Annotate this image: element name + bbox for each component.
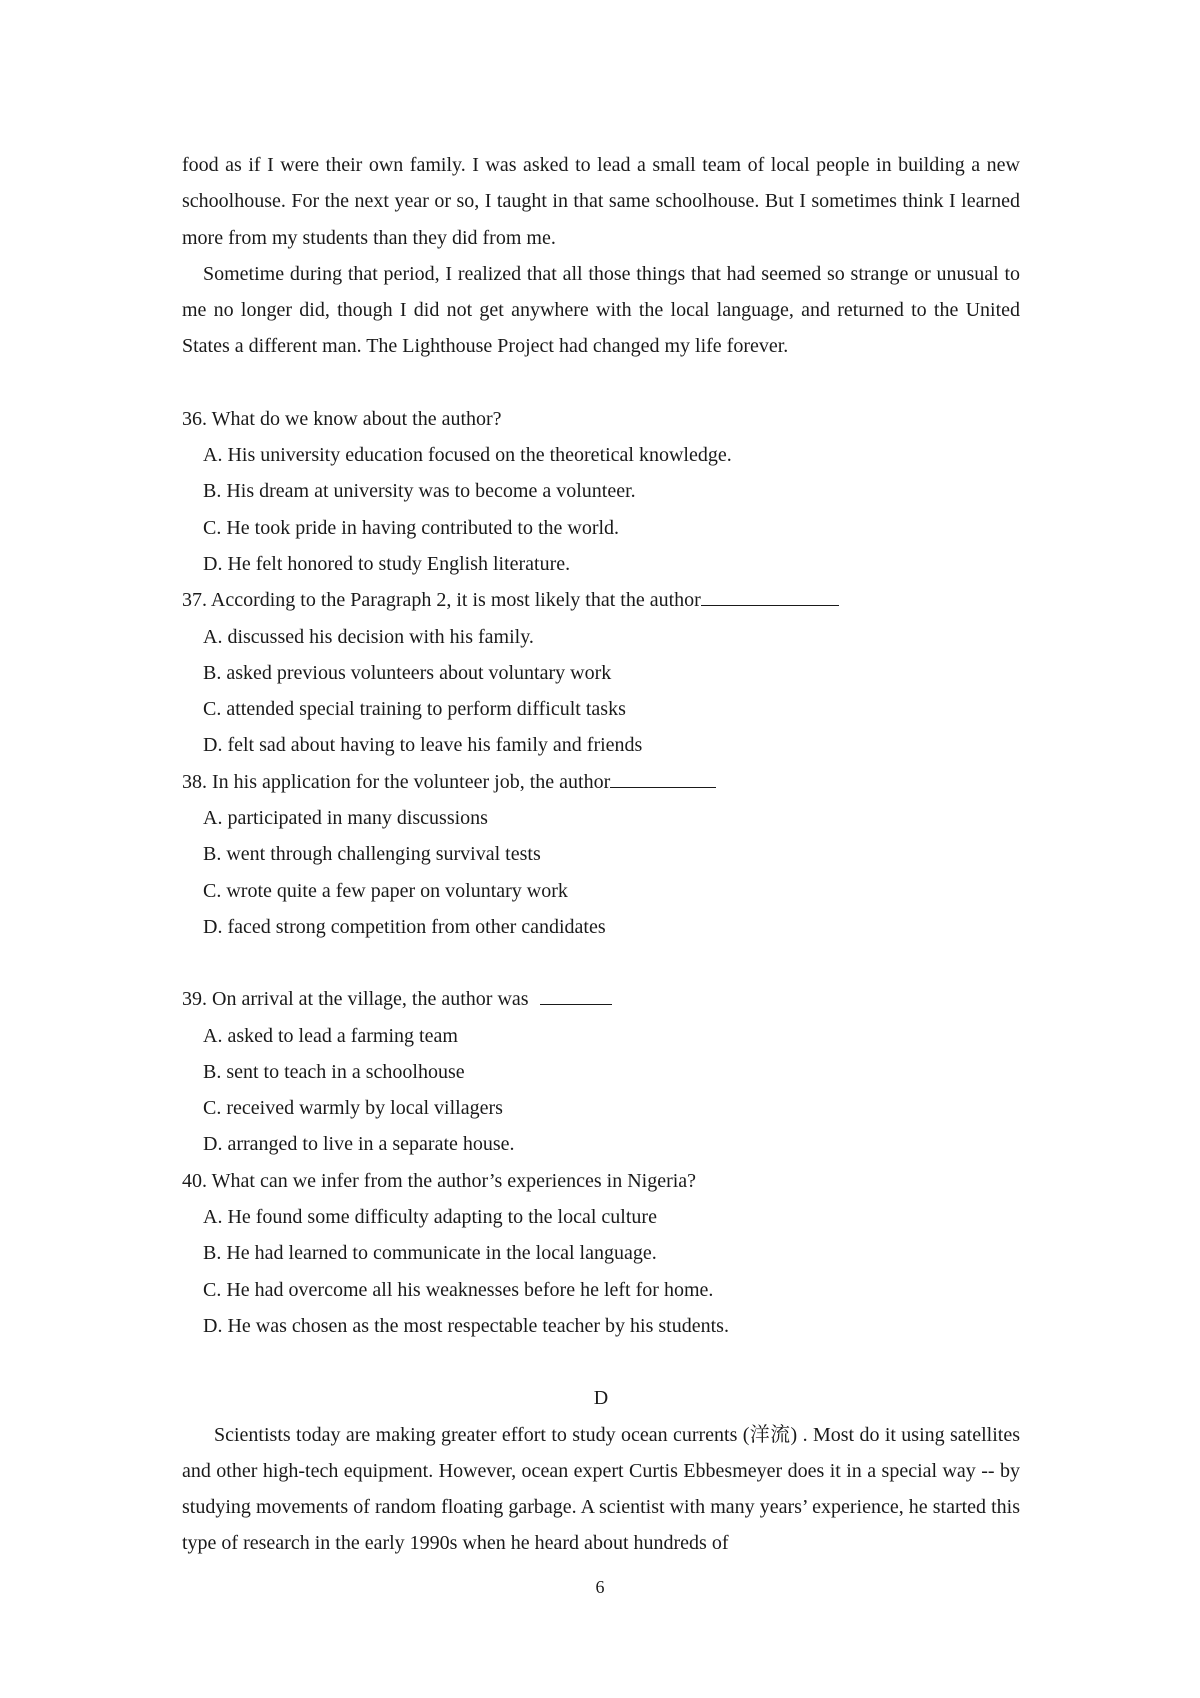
option-c: C. attended special training to perform difficult tasks (203, 698, 626, 721)
question-38 (182, 764, 1020, 945)
answer-blank (610, 767, 716, 788)
option-d: D. faced strong competition from other candidates (203, 915, 606, 938)
option-c: C. He had overcome all his weaknesses before he left for home. (203, 1278, 714, 1301)
option-d: D. arranged to live in a separate house. (203, 1133, 515, 1156)
option-d: D. felt sad about having to leave his family and friends (203, 734, 643, 757)
option-c: C. He took pride in having contributed to the world. (203, 516, 620, 539)
passage-d-paragraph-1: Scientists today are making greater effort to study ocean currents (洋流) . Most do it using satellites and other high-tech equipment. However, ocean expert Curtis Ebbesmeyer does it in a special way -- by studying movements of random floating garbage. A scientist with many years’ experience, he started this type of research in the early 1990s when he heard about hundreds of (182, 1423, 1020, 1555)
question-40 (182, 1163, 1020, 1344)
question-stem: 37. According to the Paragraph 2, it is most likely that the author (182, 589, 701, 612)
question-stem-line (182, 764, 1020, 800)
question-stem-line (182, 981, 1020, 1017)
option-a: A. He found some difficulty adapting to the local culture (203, 1206, 657, 1229)
question-36 (182, 401, 1020, 582)
question-stem: 39. On arrival at the village, the author was (182, 988, 534, 1011)
option-d: D. He was chosen as the most respectable teacher by his students. (203, 1314, 729, 1337)
option-b: B. He had learned to communicate in the local language. (203, 1242, 657, 1265)
option-b: B. sent to teach in a schoolhouse (203, 1060, 465, 1083)
question-37 (182, 582, 1020, 763)
question-stem: 38. In his application for the volunteer job, the author (182, 770, 611, 793)
option-a: A. participated in many discussions (203, 807, 488, 830)
question-stem: 36. What do we know about the author? (182, 407, 502, 430)
spacer (182, 945, 1020, 981)
option-d: D. He felt honored to study English literature. (203, 552, 571, 575)
option-a: A. asked to lead a farming team (203, 1024, 458, 1047)
question-stem: 40. What can we infer from the author’s experiences in Nigeria? (182, 1169, 697, 1192)
answer-blank (701, 585, 839, 606)
answer-blank (540, 984, 612, 1005)
question-39 (182, 981, 1020, 1162)
question-stem-line (182, 582, 1020, 618)
page-content (182, 147, 1020, 1562)
page-number: 6 (595, 1577, 605, 1597)
option-c: C. wrote quite a few paper on voluntary work (203, 879, 568, 902)
option-b: B. His dream at university was to become a volunteer. (203, 480, 636, 503)
section-title-d: D (593, 1387, 609, 1410)
passage-c-paragraph-2: Sometime during that period, I realized that all those things that had seemed so strange or unusual to me no longer did, though I did not get anywhere with the local language, and returned to the United States a different man. The Lighthouse Project had changed my life forever. (182, 262, 1020, 358)
option-a: A. discussed his decision with his family. (203, 625, 534, 648)
option-c: C. received warmly by local villagers (203, 1097, 503, 1120)
option-b: B. asked previous volunteers about voluntary work (203, 661, 612, 684)
option-a: A. His university education focused on the theoretical knowledge. (203, 444, 732, 467)
passage-c-paragraph-1: food as if I were their own family. I was asked to lead a small team of local people in building a new schoolhouse. For the next year or so, I taught in that same schoolhouse. But I sometimes think I learned more from my students than they did from me. (182, 154, 1020, 249)
spacer (182, 1344, 1020, 1380)
spacer (182, 365, 1020, 401)
option-b: B. went through challenging survival tests (203, 843, 541, 866)
